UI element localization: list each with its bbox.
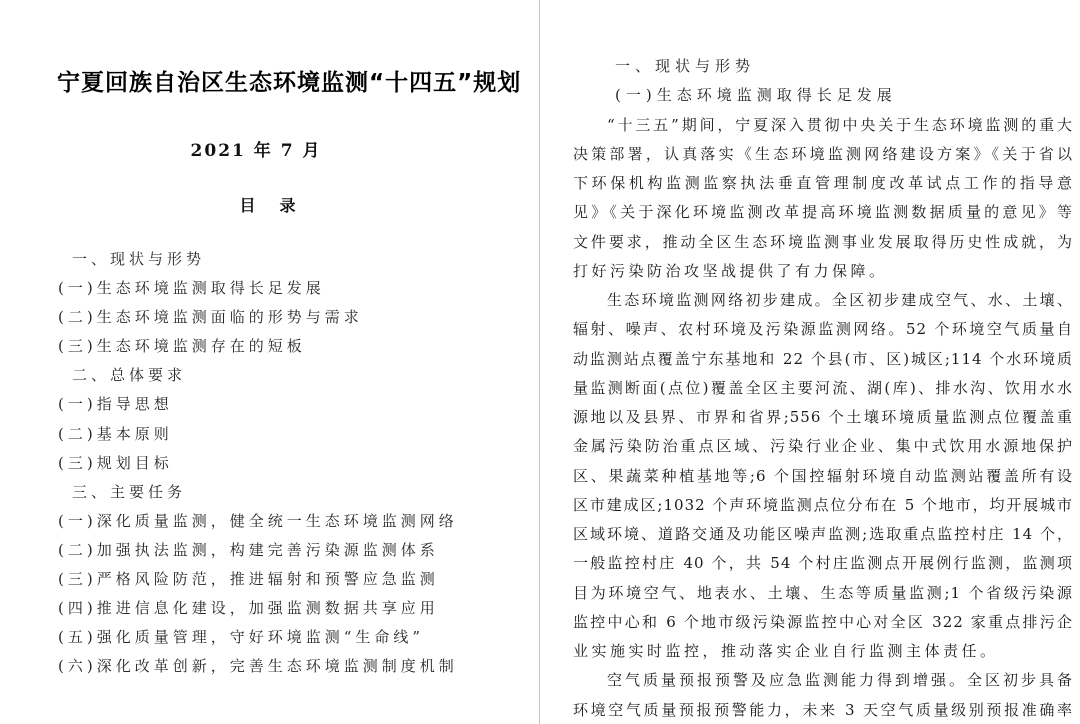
toc-item: 一、现状与形势 [72,250,206,268]
document-date: 2021 年 7 月 [190,141,322,161]
body-line: 区域环境、道路交通及功能区噪声监测;选取重点监控村庄 14 个， [573,525,1073,543]
body-line: 见》《关于深化环境监测改革提高环境监测数据质量的意见》等 [573,203,1073,222]
toc-item: (二)基本原则 [58,424,173,443]
body-line: 量监测断面(点位)覆盖全区主要河流、湖(库)、排水沟、饮用水水 [573,378,1073,397]
body-line: 金属污染防治重点区域、污染行业企业、集中式饮用水源地保护 [573,437,1073,456]
body-text [573,52,1073,724]
body-line: 源地以及县界、市界和省界;556 个土壤环境质量监测点位覆盖重 [573,408,1073,426]
toc-item: (二)加强执法监测，构建完善污染源监测体系 [58,540,439,559]
body-line: 动监测站点覆盖宁东基地和 22 个县(市、区)城区;114 个水环境质 [573,349,1073,368]
body-line: 一般监控村庄 40 个，共 54 个村庄监测点开展例行监测，监测项 [573,554,1073,573]
toc-item: 三、主要任务 [72,482,187,501]
toc-item: (二)生态环境监测面临的形势与需求 [58,308,363,327]
toc-heading: 目 录 [239,196,300,215]
body-line: 目为环境空气、地表水、土壤、生态等质量监测;1 个省级污染源 [573,583,1073,602]
body-line: 辐射、噪声、农村环境及污染源监测网络。52 个环境空气质量自 [573,320,1073,339]
toc-item: (一)深化质量监测，健全统一生态环境监测网络 [58,511,458,530]
toc-item: (五)强化质量管理，守好环境监测“生命线” [58,628,425,647]
body-line: 区、果蔬菜种植基地等;6 个国控辐射环境自动监测站覆盖所有设 [573,466,1073,485]
subsection-heading: (一)生态环境监测取得长足发展 [615,86,897,105]
body-line: 空气质量预报预警及应急监测能力得到增强。全区初步具备 [607,671,1073,690]
toc-item: (三)严格风险防范，推进辐射和预警应急监测 [58,570,439,589]
body-line: 决策部署，认真落实《生态环境监测网络建设方案》《关于省以 [573,144,1073,163]
body-line: 环境空气质量预报预警能力，未来 3 天空气质量级别预报准确率 [573,700,1073,719]
body-line: 文件要求，推动全区生态环境监测事业发展取得历史性成就，为 [573,232,1073,251]
page-left [0,0,539,724]
toc-list [0,245,539,681]
toc-item: (三)规划目标 [58,453,173,472]
body-line: 监控中心和 6 个地市级污染源监控中心对全区 322 家重点排污企 [573,612,1073,631]
toc-item: (六)深化改革创新，完善生态环境监测制度机制 [58,657,458,676]
body-line: “十三五”期间，宁夏深入贯彻中央关于生态环境监测的重大 [607,115,1073,134]
section-heading: 一、现状与形势 [615,57,756,75]
body-line: 下环保机构监测监察执法垂直管理制度改革试点工作的指导意 [573,174,1073,192]
toc-item: (一)生态环境监测取得长足发展 [58,279,325,298]
body-line: 生态环境监测网络初步建成。全区初步建成空气、水、土壤、 [607,291,1073,309]
toc-item: (四)推进信息化建设，加强监测数据共享应用 [58,599,439,618]
toc-item: (三)生态环境监测存在的短板 [58,337,306,356]
body-line: 区市建成区;1032 个声环境监测点位分布在 5 个地市，均开展城市 [573,495,1073,514]
toc-item: 二、总体要求 [72,366,187,385]
body-line: 业实施实时监控，推动落实企业自行监测主体责任。 [573,642,999,660]
document-title: 宁夏回族自治区生态环境监测“十四五”规划 [57,70,522,96]
body-line: 打好污染防治攻坚战提供了有力保障。 [573,261,888,280]
toc-item: (一)指导思想 [58,395,173,414]
